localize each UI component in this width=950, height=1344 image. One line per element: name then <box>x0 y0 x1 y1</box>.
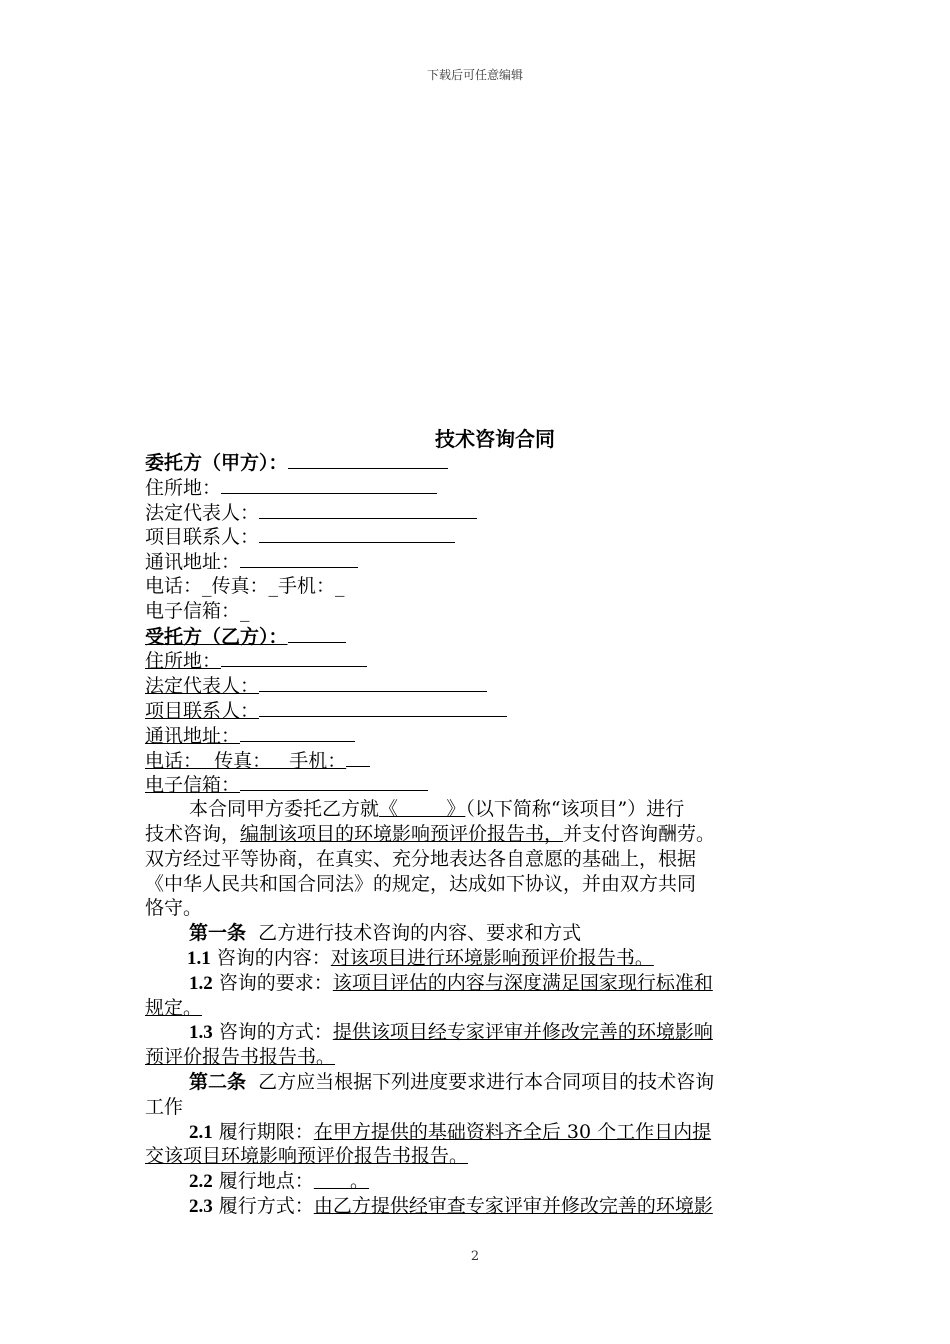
item-value-cont: 交该项目环境影响预评价报告书报告。 <box>145 1145 469 1168</box>
party-a-mail-label: 通讯地址： <box>145 551 241 574</box>
party-a-address-label: 住所地： <box>145 476 222 499</box>
item-number: 1.3 <box>189 1022 213 1044</box>
party-b-contact-blank[interactable] <box>259 698 507 717</box>
intro-line-5: 恪守。 <box>145 897 203 920</box>
page-number: 2 <box>470 1249 480 1264</box>
article-2-item-1 <box>145 1120 810 1145</box>
item-number: 1.1 <box>187 947 211 969</box>
article-2-item-3 <box>145 1194 810 1219</box>
article-1-heading-line <box>145 921 810 946</box>
intro-text-2c: 并支付咨询酬劳。 <box>563 822 716 845</box>
project-name-blank[interactable]: 《 》 <box>379 798 466 821</box>
article-1-text: 乙方进行技术咨询的内容、要求和方式 <box>258 922 582 945</box>
page-header: 下载后可任意编辑 <box>426 68 523 82</box>
intro-text-2a: 技术咨询， <box>145 822 241 845</box>
party-b-blank[interactable] <box>288 624 346 643</box>
article-1-item-3-cont <box>145 1045 810 1070</box>
item-value-cont: 规定。 <box>145 996 203 1019</box>
article-2-heading: 第二条 <box>189 1070 247 1093</box>
intro-line-2 <box>145 822 810 847</box>
party-b-email-blank[interactable] <box>240 772 428 791</box>
intro-text-1a: 本合同甲方委托乙方就 <box>189 798 380 821</box>
party-a-address-line <box>145 475 810 500</box>
intro-text-2b: 编制该项目的环境影响预评价报告书， <box>240 822 564 845</box>
item-value: 在甲方提供的基础资料齐全后 30 个工作日内提 <box>313 1120 712 1143</box>
article-2-item-2 <box>145 1169 810 1194</box>
item-value: 对该项目进行环境影响预评价报告书。 <box>330 946 654 969</box>
item-label: 咨询的方式： <box>218 1021 333 1044</box>
party-b-legal-rep-label: 法定代表人： <box>145 675 260 698</box>
party-b-contact-label: 项目联系人： <box>145 699 260 722</box>
party-a-phone-line: 电话：_传真：_手机：_ <box>145 574 345 597</box>
article-1-item-2-cont <box>145 996 810 1021</box>
party-b-mail-label: 通讯地址： <box>145 724 241 747</box>
party-a-contact-line <box>145 524 810 549</box>
party-b-mail-line <box>145 723 810 748</box>
item-value: 由乙方提供经审查专家评审并修改完善的环境影 <box>313 1194 713 1217</box>
item-number: 2.2 <box>189 1171 213 1193</box>
party-b-email-line <box>145 772 810 797</box>
party-b-phone-line <box>145 748 810 773</box>
party-b-legal-rep-blank[interactable] <box>259 673 487 692</box>
party-a-email-line: 电子信箱：_ <box>145 599 250 622</box>
party-a-address-blank[interactable] <box>221 475 437 494</box>
party-a-blank[interactable] <box>288 450 448 469</box>
party-a-mail-blank[interactable] <box>240 549 358 568</box>
item-number: 2.3 <box>189 1195 213 1217</box>
party-b-address-blank[interactable] <box>221 648 367 667</box>
item-label: 咨询的内容： <box>216 946 331 969</box>
article-1-item-2 <box>145 971 810 996</box>
party-b-address-line <box>145 648 810 673</box>
item-label: 履行方式： <box>218 1194 314 1217</box>
party-b-email-label: 电子信箱： <box>145 774 241 797</box>
place-blank[interactable]: 。 <box>313 1170 370 1193</box>
party-a-legal-rep-blank[interactable] <box>259 500 477 519</box>
article-2-heading-cont: 工作 <box>145 1095 184 1118</box>
intro-line-4: 《中华人民共和国合同法》的规定，达成如下协议，并由双方共同 <box>145 872 697 895</box>
party-b-mail-blank[interactable] <box>240 723 355 742</box>
article-1-item-3 <box>145 1020 810 1045</box>
party-a-mail-line <box>145 549 810 574</box>
party-a-contact-blank[interactable] <box>259 524 455 543</box>
party-b-legal-rep-line <box>145 673 810 698</box>
party-a-legal-rep-line <box>145 500 810 525</box>
party-a-contact-label: 项目联系人： <box>145 526 260 549</box>
party-b-contact-line <box>145 698 810 723</box>
party-b-phone-blank[interactable] <box>346 748 370 767</box>
item-number: 2.1 <box>189 1121 213 1143</box>
party-b-line <box>145 624 810 649</box>
party-b-label: 受托方（乙方）： <box>145 625 288 648</box>
intro-text-1c: （以下简称“该项目”）进行 <box>465 798 685 821</box>
intro-line-3: 双方经过平等协商，在真实、充分地表达各自意愿的基础上，根据 <box>145 847 697 870</box>
item-label: 履行地点： <box>218 1170 314 1193</box>
item-value: 该项目评估的内容与深度满足国家现行标准和 <box>332 971 713 994</box>
party-a-legal-rep-label: 法定代表人： <box>145 501 260 524</box>
party-b-address-label: 住所地： <box>145 650 222 673</box>
article-1-heading: 第一条 <box>189 922 247 945</box>
contract-body <box>145 450 810 1219</box>
article-2-heading-line <box>145 1070 810 1095</box>
party-a-label: 委托方（甲方）： <box>145 452 288 474</box>
article-2-text: 乙方应当根据下列进度要求进行本合同项目的技术咨询 <box>258 1070 715 1093</box>
article-2-item-1-cont <box>145 1144 810 1169</box>
item-value-cont: 预评价报告书报告书。 <box>145 1046 336 1069</box>
party-b-phone-label: 电话： 传真： 手机： <box>145 749 347 772</box>
party-a-line <box>145 450 810 475</box>
item-value: 提供该项目经专家评审并修改完善的环境影响 <box>332 1021 713 1044</box>
article-1-item-1 <box>145 946 810 971</box>
document-title: 技术咨询合同 <box>435 427 555 451</box>
item-label: 履行期限： <box>218 1120 314 1143</box>
item-label: 咨询的要求： <box>218 971 333 994</box>
intro-line-1 <box>145 797 810 822</box>
item-number: 1.2 <box>189 972 213 994</box>
